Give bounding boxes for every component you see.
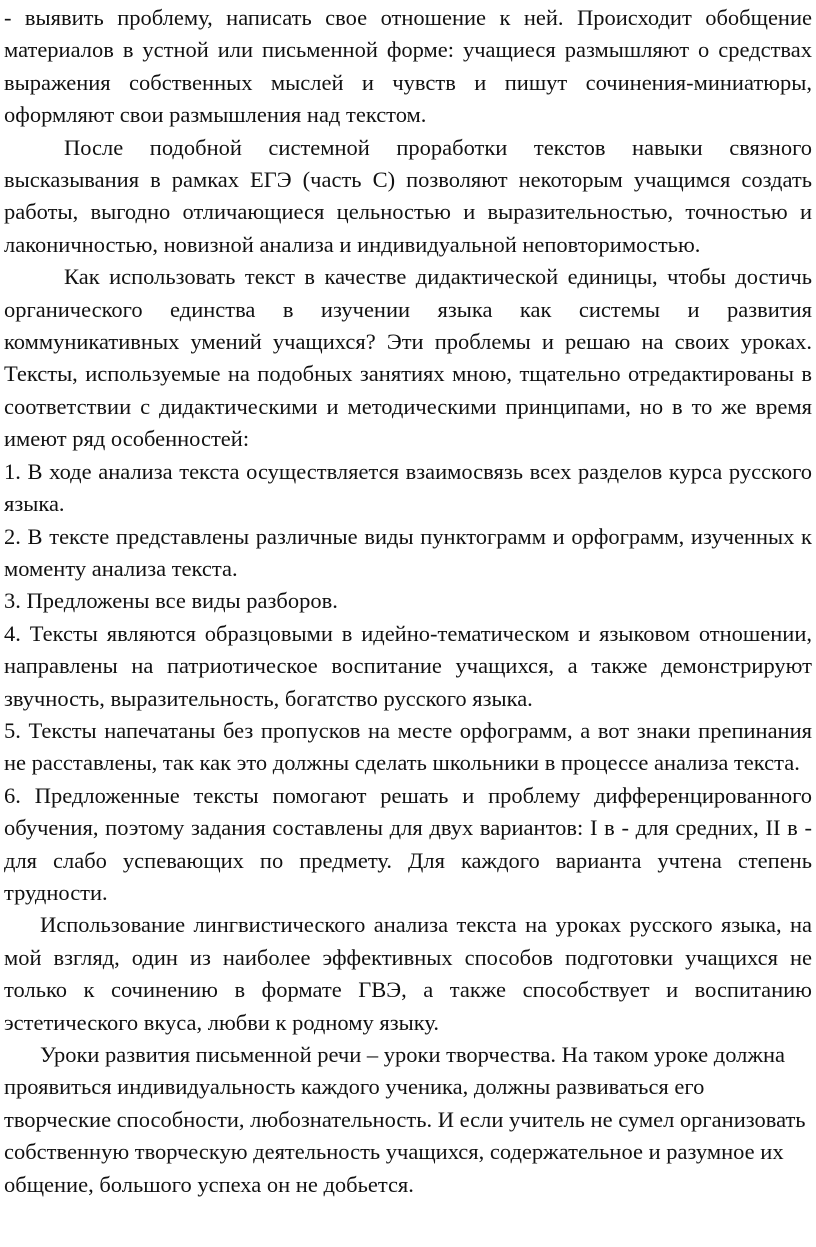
list-item-1: 1. В ходе анализа текста осуществляется взаимосвязь всех разделов курса русского языка.: [4, 458, 812, 517]
list-item-4: 4. Тексты являются образцовыми в идейно-тематическом и языковом отношении, направлены на патриотическое воспитание учащихся, а также демонстрируют звучность, выразительность, богатство русского языка.: [4, 620, 812, 711]
paragraph-didactic-question: Как использовать текст в качестве дидактической единицы, чтобы достичь органического единства в изучении языка как системы и развития коммуникативных умений учащихся? Эти проблемы и решаю на своих уроках. Тексты, используемые на подобных занятиях мною, тщательно отредактированы в соответствии с дидактическими и методическими принципами, но в то же время имеют ряд особенностей:: [4, 264, 812, 452]
list-item-2: 2. В тексте представлены различные виды пунктограмм и орфограмм, изученных к моменту анализа текста.: [4, 523, 812, 581]
paragraph-intro-continuation: - выявить проблему, написать свое отношение к ней. Происходит обобщение материалов в устной или письменной форме: учащиеся размышляют о средствах выражения собственных мыслей и чувств и пишут сочинения-миниатюры, оформляют свои размышления над текстом.: [4, 5, 812, 128]
paragraph-linguistic-analysis: Использование лингвистического анализа текста на уроках русского языка, на мой взгляд, один из наиболее эффективных способов подготовки учащихся не только к сочинению в формате ГВЭ, а также способствует и воспитанию эстетического вкуса, любви к родному языку.: [4, 912, 812, 1035]
list-item-3: 3. Предложены все виды разборов.: [4, 588, 338, 614]
list-item-6: 6. Предложенные тексты помогают решать и проблему дифференцированного обучения, поэтому задания составлены для двух вариантов: I в - для средних, II в - для слабо успевающих по предмету. Для каждого варианта учтена степень трудности.: [4, 782, 812, 905]
paragraph-creative-lessons: Уроки развития письменной речи – уроки творчества. На таком уроке должна проявиться индивидуальность каждого ученика, должны развиваться его творческие способности, любознательность. И если учитель не сумел организовать собственную творческую деятельность учащихся, содержательное и разумное их общение, большого успеха он не добьется.: [4, 1042, 806, 1197]
list-item-5: 5. Тексты напечатаны без пропусков на месте орфограмм, а вот знаки препинания не расставлены, так как это должны сделать школьники в процессе анализа текста.: [4, 717, 812, 776]
paragraph-system-work: После подобной системной проработки текстов навыки связного высказывания в рамках ЕГЭ (часть С) позволяют некоторым учащимся создать работы, выгодно отличающиеся цельностью и выразительностью, точностью и лаконичностью, новизной анализа и индивидуальной неповторимостью.: [4, 134, 812, 257]
